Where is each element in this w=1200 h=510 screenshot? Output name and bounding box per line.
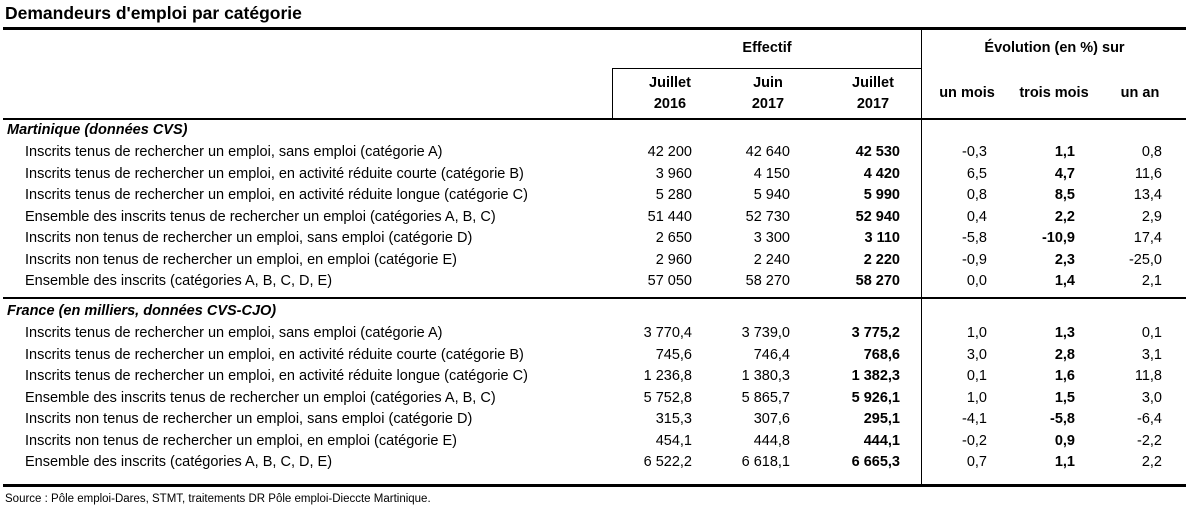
row-label: Inscrits tenus de rechercher un emploi, en activité réduite courte (catégorie B) [25,165,524,182]
table-cell: 5 865,7 [741,389,790,406]
table-cell: 1 380,3 [741,368,790,384]
table-cell: 0,1 [966,368,987,384]
header-col1: Juillet 2016 [649,75,691,112]
table-cell: 444,1 [863,432,900,449]
table-cell: 52 730 [745,208,790,225]
table-cell: 307,6 [753,411,790,427]
table-cell: 0,7 [966,454,987,470]
table-cell: 2,2 [1141,454,1162,470]
header-col2: Juin 2017 [751,75,785,112]
table-cell: -0,3 [962,144,987,160]
table-cell: 2,1 [1141,273,1162,289]
table-cell: 42 200 [647,144,692,160]
table-cell: 2,2 [1054,208,1075,225]
table-cell: -5,8 [1050,411,1075,427]
table-cell: 1,0 [966,325,987,341]
top-rule [3,27,1186,30]
table-cell: 0,8 [966,187,987,203]
table-cell: 2 240 [753,251,790,268]
section-title: France (en milliers, données CVS-CJO) [7,303,277,319]
table-cell: 3 110 [864,230,900,246]
table-cell: 3,1 [1141,346,1162,363]
table-cell: 2 960 [655,251,692,268]
table-cell: 13,4 [1133,187,1162,203]
row-label: Inscrits non tenus de rechercher un emploi, en emploi (catégorie E) [25,251,457,268]
row-label: Inscrits tenus de rechercher un emploi, en activité réduite longue (catégorie C) [25,368,528,384]
header-col4: un mois [939,85,995,101]
table-cell: 444,8 [753,432,790,449]
table-cell: -2,2 [1137,432,1162,449]
table-cell: -10,9 [1041,230,1075,246]
section-title: Martinique (données CVS) [7,122,188,138]
table-cell: 5 990 [863,187,900,203]
table-cell: 2,9 [1141,208,1162,225]
table-cell: 745,6 [655,346,692,363]
table-cell: 4 150 [753,165,790,182]
table-cell: 5 940 [753,187,790,203]
table-cell: 0,8 [1141,144,1162,160]
table-cell: 2,3 [1054,251,1075,268]
table-cell: 1,4 [1054,273,1075,289]
table-cell: 3 300 [753,230,790,246]
table-cell: 5 926,1 [851,389,900,406]
table-cell: 3 770,4 [643,325,692,341]
header-evolution: Évolution (en %) sur [984,40,1125,56]
table-cell: -4,1 [962,411,987,427]
effectif-underline [613,68,921,69]
table-cell: 58 270 [745,273,790,289]
table-cell: -6,4 [1137,411,1162,427]
bottom-rule [3,484,1186,487]
table-cell: 6 522,2 [643,454,692,470]
table-cell: 1,1 [1054,454,1075,470]
section-rule [3,297,1186,299]
row-label: Inscrits non tenus de rechercher un emploi, sans emploi (catégorie D) [25,230,473,246]
table-cell: 6,5 [966,165,987,182]
table-cell: 5 280 [655,187,692,203]
table-cell: 3,0 [966,346,987,363]
table-cell: 8,5 [1054,187,1075,203]
row-label: Inscrits tenus de rechercher un emploi, en activité réduite courte (catégorie B) [25,346,524,363]
row-label: Ensemble des inscrits tenus de rechercher un emploi (catégories A, B, C) [25,208,496,225]
table-cell: 11,6 [1134,165,1162,182]
vline-left [612,68,613,119]
row-label: Ensemble des inscrits (catégories A, B, C, D, E) [25,273,333,289]
table-cell: 2,8 [1054,346,1075,363]
header-col3: Juillet 2017 [852,75,894,112]
row-label: Ensemble des inscrits tenus de rechercher un emploi (catégories A, B, C) [25,389,496,406]
table-cell: 1,1 [1054,144,1075,160]
table-cell: 2 220 [863,251,900,268]
table-cell: 4 420 [863,165,900,182]
table-cell: 0,4 [966,208,987,225]
row-label: Inscrits tenus de rechercher un emploi, sans emploi (catégorie A) [25,325,443,341]
table-cell: 1,6 [1054,368,1075,384]
row-label: Inscrits non tenus de rechercher un emploi, sans emploi (catégorie D) [25,411,473,427]
table-cell: 52 940 [855,208,900,225]
table-cell: -25,0 [1128,251,1162,268]
table-cell: 42 530 [855,144,900,160]
table-cell: 0,1 [1141,325,1162,341]
header-rule [3,118,1186,120]
table-cell: 51 440 [647,208,692,225]
table-cell: 1,0 [966,389,987,406]
table-cell: 768,6 [863,346,900,363]
table-cell: 3 739,0 [741,325,790,341]
table-cell: 1 236,8 [643,368,692,384]
row-label: Ensemble des inscrits (catégories A, B, C, D, E) [25,454,333,470]
table-cell: -5,8 [962,230,987,246]
table-cell: 3 960 [655,165,692,182]
table-cell: 3 775,2 [851,325,900,341]
table-title: Demandeurs d'emploi par catégorie [5,3,302,23]
table-cell: 57 050 [647,273,692,289]
table-cell: 746,4 [753,346,790,363]
table-cell: 42 640 [745,144,790,160]
row-label: Inscrits non tenus de rechercher un emploi, en emploi (catégorie E) [25,432,457,449]
table-cell: 3,0 [1141,389,1162,406]
table-cell: 295,1 [863,411,900,427]
table-cell: 0,0 [966,273,987,289]
table-cell: -0,2 [962,432,987,449]
table-cell: 17,4 [1133,230,1162,246]
table-cell: 1 382,3 [851,368,900,384]
row-label: Inscrits tenus de rechercher un emploi, en activité réduite longue (catégorie C) [25,187,528,203]
table-cell: 58 270 [855,273,900,289]
table-cell: 5 752,8 [643,389,692,406]
table-cell: 4,7 [1054,165,1075,182]
table-cell: 1,3 [1054,325,1075,341]
row-label: Inscrits tenus de rechercher un emploi, sans emploi (catégorie A) [25,144,443,160]
table-cell: 11,8 [1134,368,1162,384]
table-cell: 6 665,3 [851,454,900,470]
table-cell: -0,9 [962,251,987,268]
table-cell: 1,5 [1054,389,1075,406]
table-cell: 6 618,1 [741,454,790,470]
header-col5: trois mois [1019,85,1089,101]
table-cell: 0,9 [1054,432,1075,449]
table-cell: 454,1 [655,432,692,449]
table-cell: 2 650 [655,230,692,246]
header-col6: un an [1120,85,1160,101]
header-effectif: Effectif [742,40,792,56]
source-note: Source : Pôle emploi-Dares, STMT, traitements DR Pôle emploi-Dieccte Martinique. [5,493,431,505]
table-cell: 315,3 [655,411,692,427]
